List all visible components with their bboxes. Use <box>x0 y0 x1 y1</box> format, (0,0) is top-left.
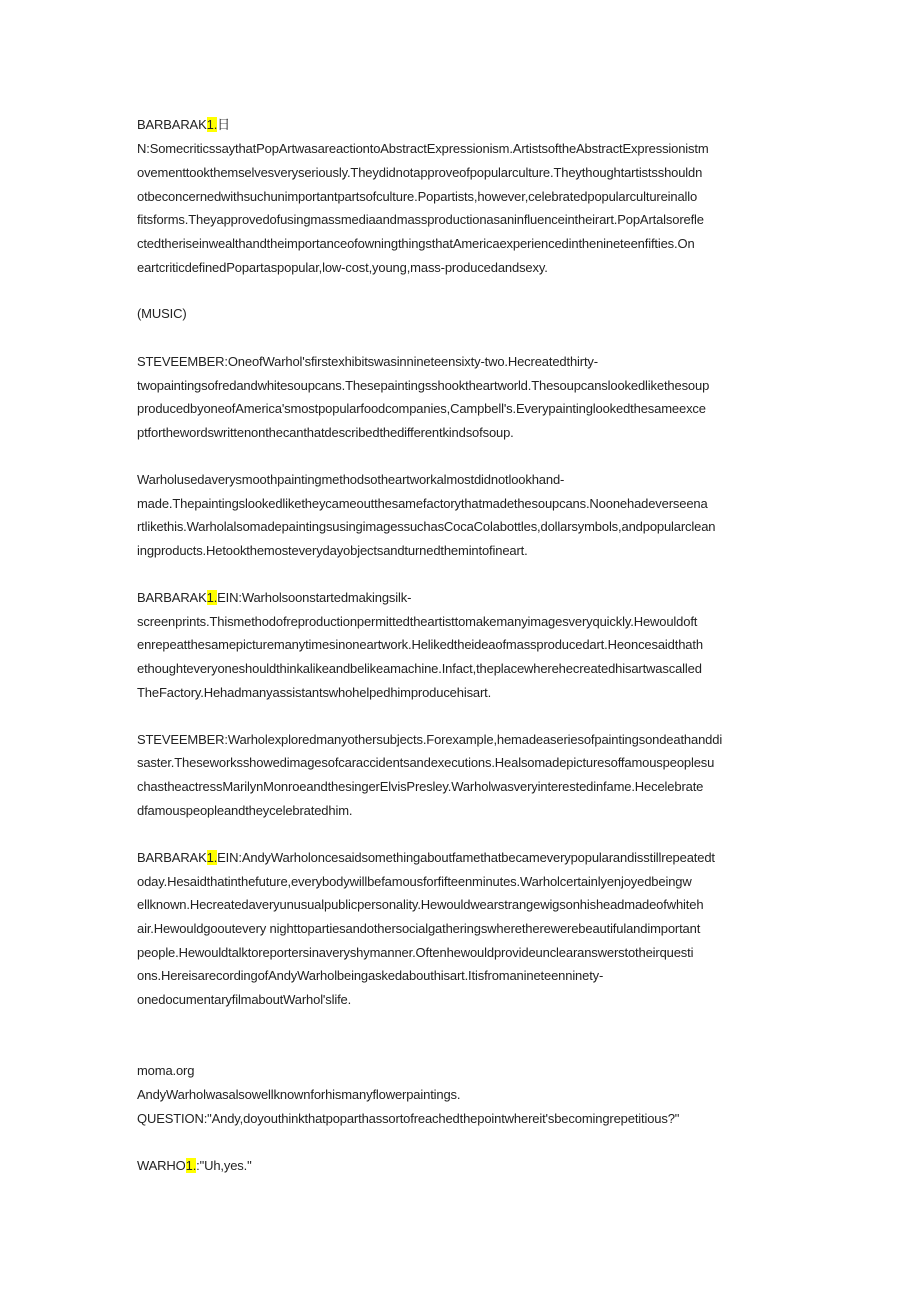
speaker-name: BARBARAK <box>137 850 207 865</box>
text-line: eartcriticdefinedPopartaspopular,low-cost,young,mass-producedandsexy. <box>137 260 548 275</box>
text-line: producedbyoneofAmerica'smostpopularfoodcompanies,Campbell's.Everypaintinglookedthesameexce <box>137 401 706 416</box>
source-line: moma.org <box>137 1063 195 1078</box>
text-line: made.Thepaintingslookedliketheycameoutthesamefactorythatmadethesoupcans.Noonehadeverseena <box>137 496 708 511</box>
text-line: screenprints.Thismethodofreproductionpermittedtheartisttomakemanyimagesveryquickly.Hewouldoft <box>137 614 698 629</box>
text-line: ethoughteveryoneshouldthinkalikeandbelikeamachine.Infact,theplacewherehecreatedhisartwascalled <box>137 661 702 676</box>
text-line: STEVEEMBER:OneofWarhol'sfirstexhibitswasinnineteensixty-two.Hecreatedthirty- <box>137 354 598 369</box>
text-line: ons.HereisarecordingofAndyWarholbeingaskedabouthisart.Itisfromanineteenninety- <box>137 968 604 983</box>
speaker-name: BARBARAK <box>137 590 207 605</box>
speaker-line <box>137 590 411 606</box>
speaker-line <box>137 850 715 866</box>
highlight-mark: 1. <box>206 850 218 865</box>
speaker-line <box>137 117 230 133</box>
text-line: N:SomecriticssaythatPopArtwasareactiontoAbstractExpressionism.ArtistsoftheAbstractExpressionistm <box>137 141 709 156</box>
text-line: dfamouspeopleandtheycelebratedhim. <box>137 803 353 818</box>
music-cue: (MUSIC) <box>137 306 187 321</box>
text-line: people.Hewouldtalktoreportersinaveryshymanner.Oftenhewouldprovideunclearanswerstotheirquesti <box>137 945 694 960</box>
text-run: EIN:AndyWarholoncesaidsomethingaboutfamethatbecameverypopularandisstillrepeatedt <box>217 850 715 865</box>
text-line: STEVEEMBER:Warholexploredmanyothersubjects.Forexample,hemadeaseriesofpaintingsondeathanddi <box>137 732 723 747</box>
text-line: ptforthewordswrittenonthecanthatdescribedthedifferentkindsofsoup. <box>137 425 514 440</box>
text-line: twopaintingsofredandwhitesoupcans.Thesepaintingsshooktheartworld.Thesoupcanslookedlikethesoup <box>137 378 710 393</box>
highlight-mark: 1. <box>185 1158 197 1173</box>
text-line: ingproducts.Hetookthemosteverydayobjectsandturnedthemintofineart. <box>137 543 528 558</box>
highlight-mark: 1. <box>206 117 218 132</box>
text-line: ellknown.Hecreatedaveryunusualpublicpersonality.Hewouldwearstrangewigsonhisheadmadeofwhiteh <box>137 897 704 912</box>
text-line: enrepeatthesamepicturemanytimesinoneartwork.Helikedtheideaofmassproducedart.Heoncesaidthath <box>137 637 703 652</box>
text-line: AndyWarholwasalsowellknownforhismanyflowerpaintings. <box>137 1087 461 1102</box>
text-line: ovementtookthemselvesveryseriously.Theydidnotapproveofpopularculture.Theythoughtartistsshouldn <box>137 165 703 180</box>
text-line: saster.Theseworksshowedimagesofcaraccidentsandexecutions.Healsomadepicturesoffamouspeoplesu <box>137 755 715 770</box>
highlight-mark: 1. <box>206 590 218 605</box>
text-run: EIN:Warholsoonstartedmakingsilk- <box>217 590 412 605</box>
text-line: air.Hewouldgooutevery nighttopartiesandothersocialgatheringswheretherewerebeautifulandimportant <box>137 921 701 936</box>
text-run: 日 <box>217 117 231 132</box>
text-line: TheFactory.Hehadmanyassistantswhohelpedhimproducehisart. <box>137 685 492 700</box>
speaker-line <box>137 1158 252 1174</box>
speaker-name: WARHO <box>137 1158 186 1173</box>
speaker-name: BARBARAK <box>137 117 207 132</box>
text-run: :"Uh,yes." <box>196 1158 252 1173</box>
text-line: otbeconcernedwithsuchunimportantpartsofculture.Popartists,however,celebratedpopularcultureinallo <box>137 189 698 204</box>
text-line: Warholusedaverysmoothpaintingmethodsotheartworkalmostdidnotlookhand- <box>137 472 565 487</box>
text-line: rtlikethis.WarholalsomadepaintingsusingimagessuchasCocaColabottles,dollarsymbols,andpopularclean <box>137 519 716 534</box>
text-line: onedocumentaryfilmaboutWarhol'slife. <box>137 992 352 1007</box>
text-line: fitsforms.Theyapprovedofusingmassmediaandmassproductionasaninfluenceintheirart.PopArtalsorefle <box>137 212 704 227</box>
text-line: QUESTION:"Andy,doyouthinkthatpoparthassortofreachedthepointwhereit'sbecomingrepetitious?" <box>137 1111 680 1126</box>
text-line: chastheactressMarilynMonroeandthesingerElvisPresley.Warholwasveryinterestedinfame.Hecelebrate <box>137 779 704 794</box>
text-line: oday.Hesaidthatinthefuture,everybodywillbefamousforfifteenminutes.Warholcertainlyenjoyedbeingw <box>137 874 692 889</box>
text-line: ctedtheriseinwealthandtheimportanceofowningthingsthatAmericaexperiencedinthenineteenfifties.On <box>137 236 695 251</box>
